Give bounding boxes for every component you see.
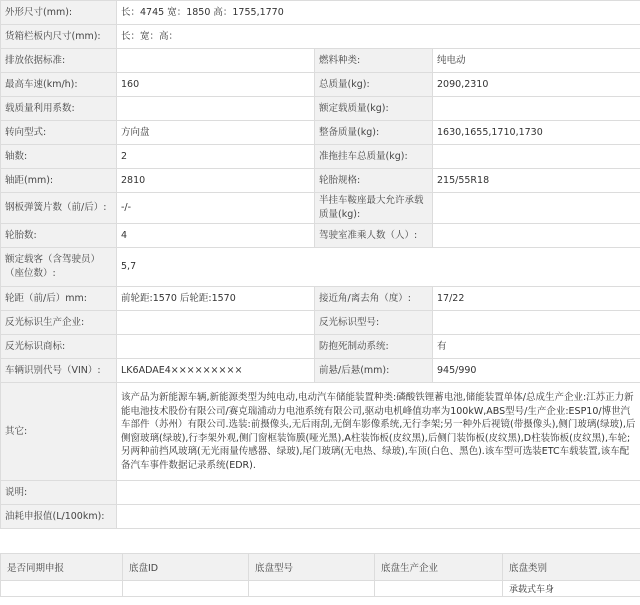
spec-label: 转向型式: (1, 121, 117, 145)
chassis-cell (1, 581, 123, 597)
spec-value (433, 97, 640, 121)
spec-label: 轴数: (1, 145, 117, 169)
spec-value: 945/990 (433, 359, 640, 383)
chassis-header-cell: 是否同期申报 (1, 554, 123, 581)
spec-value: 2090,2310 (433, 73, 640, 97)
spec-value (433, 193, 640, 224)
spec-value: 方向盘 (117, 121, 315, 145)
spec-label: 整备质量(kg): (315, 121, 433, 145)
spec-row (1, 145, 640, 169)
spec-value: 有 (433, 335, 640, 359)
spec-row (1, 1, 640, 25)
spec-row (1, 335, 640, 359)
spec-label: 说明: (1, 481, 117, 505)
spec-label: 最高车速(km/h): (1, 73, 117, 97)
spec-label: 轮胎数: (1, 224, 117, 248)
chassis-data-row (1, 581, 640, 597)
spec-row (1, 224, 640, 248)
spec-value (117, 97, 315, 121)
spec-label: 其它: (1, 383, 117, 481)
spec-value: 2810 (117, 169, 315, 193)
chassis-cell (249, 581, 375, 597)
spec-label: 钢板弹簧片数（前/后）: (1, 193, 117, 224)
spec-value: 长：4745 宽：1850 高：1755,1770 (117, 1, 640, 25)
spec-label: 轮距（前/后）mm: (1, 287, 117, 311)
spec-value (117, 49, 315, 73)
chassis-header-cell: 底盘类别 (503, 554, 640, 581)
spec-label: 前悬/后悬(mm): (315, 359, 433, 383)
spec-table-body (1, 1, 640, 529)
spec-value (117, 505, 640, 529)
spec-value: 长：宽：高： (117, 25, 640, 49)
chassis-header-cell: 底盘型号 (249, 554, 375, 581)
spec-row (1, 121, 640, 145)
spec-value (117, 481, 640, 505)
spec-label: 货箱栏板内尺寸(mm): (1, 25, 117, 49)
chassis-header-cell: 底盘ID (123, 554, 249, 581)
chassis-cell: 承载式车身 (503, 581, 640, 597)
spec-value (117, 335, 315, 359)
section-gap (0, 529, 640, 553)
spec-row (1, 359, 640, 383)
spec-row (1, 481, 640, 505)
spec-label: 油耗申报值(L/100km): (1, 505, 117, 529)
spec-value (117, 311, 315, 335)
spec-label: 载质量利用系数: (1, 97, 117, 121)
spec-row (1, 193, 640, 224)
spec-row (1, 505, 640, 529)
notes-text: 该产品为新能源车辆,新能源类型为纯电动,电动汽车储能装置种类:磷酸铁锂蓄电池,储能装置单体/总成生产企业:江苏正力新能电池技术股份有限公司/赛克瑞浦动力电池系统有限公司,驱动电机峰值功率为100kW,ABS型号/生产企业:ESP10/博世汽车部件（苏州）有限公司.选装:前摄像头,无后雨刮,无倒车影像系统,无行李架;另一种外后视镜(带摄像头),侧门玻璃(绿玻),后侧窗玻璃(绿玻),行李架外观,侧门窗框装饰膜(哑光黑),A柱装饰板(皮纹黑),后侧门装饰板(皮纹黑),D柱装饰板(皮纹黑),车轮;另两种前挡风玻璃(无光雨量传感器、绿玻),尾门玻璃(无电热、绿玻),车顶(白色、黑色).该车型可选装ETC车载装置,该车配备汽车事件数据记录系统(EDR). (117, 383, 640, 481)
spec-value (433, 145, 640, 169)
spec-label: 准拖挂车总质量(kg): (315, 145, 433, 169)
spec-label: 燃料种类: (315, 49, 433, 73)
spec-label: 反光标识型号: (315, 311, 433, 335)
chassis-cell (123, 581, 249, 597)
spec-row (1, 25, 640, 49)
spec-row (1, 73, 640, 97)
chassis-table (0, 553, 640, 597)
spec-label: 外形尺寸(mm): (1, 1, 117, 25)
spec-row (1, 311, 640, 335)
spec-label: 反光标识生产企业: (1, 311, 117, 335)
spec-row (1, 383, 640, 481)
spec-value: 215/55R18 (433, 169, 640, 193)
spec-label: 车辆识别代号（VIN）: (1, 359, 117, 383)
spec-label: 额定载质量(kg): (315, 97, 433, 121)
chassis-cell (375, 581, 503, 597)
spec-row (1, 97, 640, 121)
spec-value: 1630,1655,1710,1730 (433, 121, 640, 145)
spec-label: 驾驶室准乘人数（人）: (315, 224, 433, 248)
spec-label: 反光标识商标: (1, 335, 117, 359)
spec-value: 4 (117, 224, 315, 248)
spec-label: 排放依据标准: (1, 49, 117, 73)
spec-label: 轴距(mm): (1, 169, 117, 193)
spec-value: -/- (117, 193, 315, 224)
spec-row (1, 49, 640, 73)
chassis-header-row (1, 554, 640, 581)
spec-label: 额定载客（含驾驶员）（座位数）: (1, 248, 117, 287)
spec-value: 2 (117, 145, 315, 169)
spec-value: 5,7 (117, 248, 640, 287)
spec-value (433, 311, 640, 335)
spec-label: 防抱死制动系统: (315, 335, 433, 359)
spec-value: 17/22 (433, 287, 640, 311)
spec-label: 轮胎规格: (315, 169, 433, 193)
spec-row (1, 248, 640, 287)
spec-value: 160 (117, 73, 315, 97)
spec-value: 前轮距:1570 后轮距:1570 (117, 287, 315, 311)
spec-label: 半挂车鞍座最大允许承载质量(kg): (315, 193, 433, 224)
spec-value (433, 224, 640, 248)
spec-label: 总质量(kg): (315, 73, 433, 97)
spec-value: 纯电动 (433, 49, 640, 73)
chassis-header-cell: 底盘生产企业 (375, 554, 503, 581)
spec-row (1, 169, 640, 193)
spec-row (1, 287, 640, 311)
spec-label: 接近角/离去角（度）: (315, 287, 433, 311)
spec-value: LK6ADAE4××××××××× (117, 359, 315, 383)
